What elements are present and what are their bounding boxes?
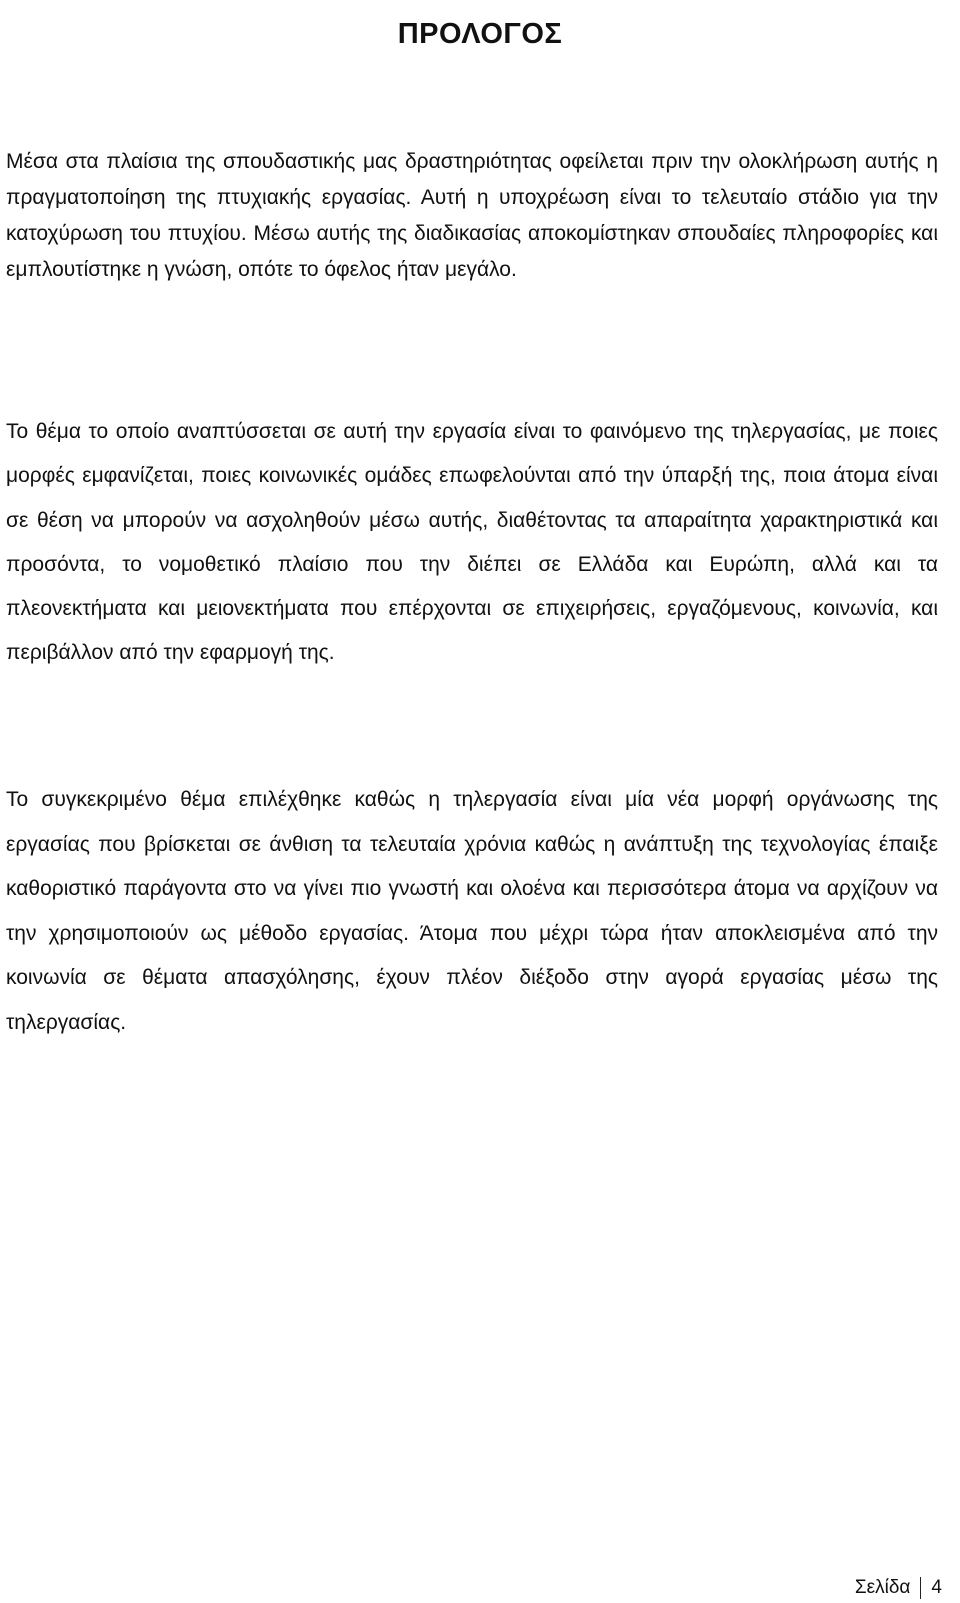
page-title: ΠΡΟΛΟΓΟΣ (397, 18, 563, 51)
paragraph-1: Μέσα στα πλαίσια της σπουδαστικής μας δραστηριότητας οφείλεται πριν την ολοκλήρωση αυτής η πραγματοποίηση της πτυχιακής εργασίας. Αυτή η υποχρέωση είναι το τελευταίο στάδιο για την κατοχύρωση του πτυχίου. Μέσω αυτής της διαδικασίας αποκομίστηκαν σπουδαίες πληροφορίες και εμπλουτίστηκε η γνώση, οπότε το όφελος ήταν μεγάλο. (6, 150, 938, 281)
page-footer (855, 1577, 942, 1599)
paragraph-2: Το θέμα το οποίο αναπτύσσεται σε αυτή την εργασία είναι το φαινόμενο της τηλεργασίας, με ποιες μορφές εμφανίζεται, ποιες κοινωνικές ομάδες επωφελούνται από την ύπαρξή της, ποια άτομα είναι σε θέση να μπορούν να ασχοληθούν μέσω αυτής, διαθέτοντας τα απαραίτητα χαρακτηριστικά και προσόντα, το νομοθετικό πλαίσιο που την διέπει σε Ελλάδα και Ευρώπη, αλλά και τα πλεονεκτήματα και μειονεκτήματα που επέρχονται σε επιχειρήσεις, εργαζόμενους, κοινωνία, και περιβάλλον από την εφαρμογή της. (6, 420, 938, 665)
footer-separator (920, 1577, 921, 1599)
paragraph-3: Το συγκεκριμένο θέμα επιλέχθηκε καθώς η τηλεργασία είναι μία νέα μορφή οργάνωσης της εργασίας που βρίσκεται σε άνθιση τα τελευταία χρόνια καθώς η ανάπτυξη της τεχνολογίας έπαιξε καθοριστικό παράγοντα στο να γίνει πιο γνωστή και ολοένα και περισσότερα άτομα να αρχίζουν να την χρησιμοποιούν ως μέθοδο εργασίας. Άτομα που μέχρι τώρα ήταν αποκλεισμένα από την κοινωνία σε θέματα απασχόλησης, έχουν πλέον διέξοδο στην αγορά εργασίας μέσω της τηλεργασίας. (6, 788, 938, 1034)
page-label: Σελίδα (854, 1577, 911, 1598)
page-number: 4 (931, 1577, 942, 1598)
